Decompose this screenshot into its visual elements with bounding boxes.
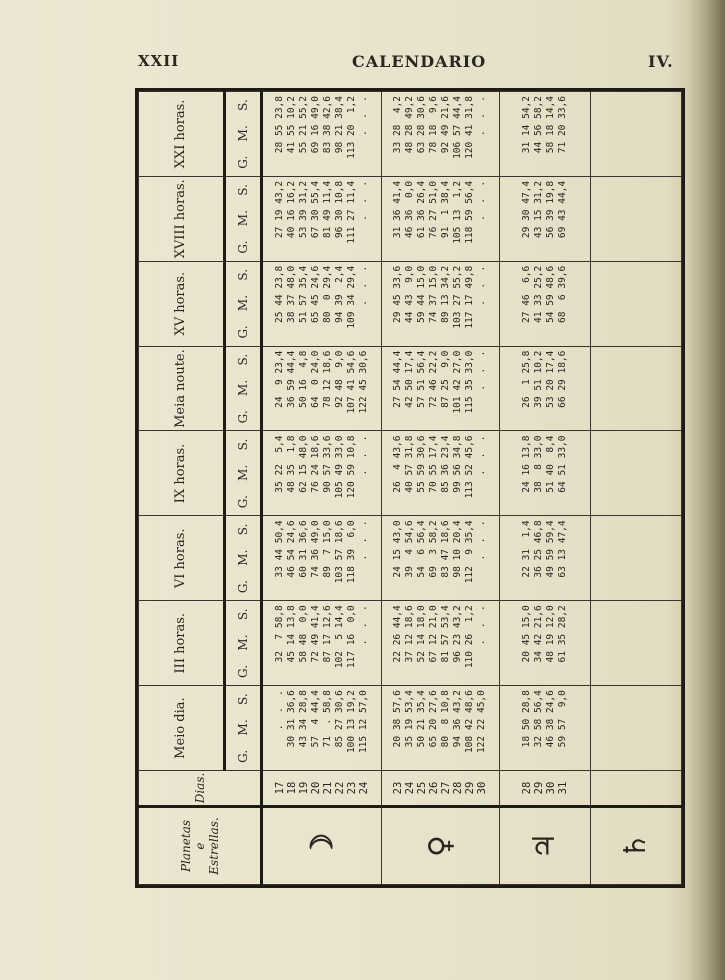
position-value: 122 45 30,6: [358, 350, 370, 414]
position-value: 63 13 47,4: [556, 520, 568, 578]
position-value: 68 6 39,6: [556, 265, 568, 323]
position-value: 26 4 43,6: [392, 435, 404, 493]
position-value: 31 14 54,2: [520, 96, 532, 154]
position-value: . . .: [358, 435, 370, 493]
position-cell: [262, 601, 381, 686]
position-value: 39 4 54,6: [404, 520, 416, 578]
position-value: 107 41 54,6: [346, 350, 358, 414]
position-value: 103 27 55,2: [452, 265, 464, 329]
position-value: 34 42 21,6: [532, 605, 544, 663]
position-value: 81 57 53,4: [440, 605, 452, 663]
position-value: 38 37 48,0: [286, 265, 298, 323]
position-value: 78 12 18,6: [322, 350, 334, 408]
position-value: 33 28 4,2: [392, 96, 404, 154]
position-value: 54 6 56,4: [416, 520, 428, 578]
day-number: 30: [476, 781, 489, 795]
hour-header: III horas.: [139, 601, 225, 686]
position-cell: [590, 176, 681, 261]
day-numbers: [262, 771, 381, 807]
planet-symbol: ♃: [499, 807, 590, 885]
position-value: 61 35 28,2: [556, 605, 568, 663]
hour-header: XVIII horas.: [139, 176, 225, 261]
position-value: 105 49 33,0: [334, 435, 346, 499]
position-value: . . .: [476, 180, 488, 239]
position-value: 66 29 18,6: [556, 350, 568, 408]
position-value: . . .: [476, 520, 488, 578]
day-number: 18: [286, 781, 299, 795]
position-value: 115 35 33,0: [464, 350, 476, 414]
position-value: 74 37 15,0: [428, 265, 440, 323]
position-value: 111 27 11,4: [346, 180, 358, 244]
position-value: 87 25 9,0: [440, 350, 452, 408]
hour-header: XV horas.: [139, 261, 225, 346]
position-value: 18 50 28,8: [520, 690, 532, 748]
position-cell: [590, 346, 681, 431]
position-cell: [381, 176, 499, 261]
position-value: 76 24 18,6: [310, 435, 322, 493]
days-header: Dias.: [139, 771, 262, 807]
position-value: 62 15 48,0: [298, 435, 310, 493]
position-value: 92 48 9,0: [334, 350, 346, 408]
position-value: 74 36 49,0: [310, 520, 322, 578]
position-value: 32 58 56,4: [532, 690, 544, 748]
position-value: 46 36 0,0: [404, 180, 416, 239]
gms-header: G. M. S.: [224, 686, 262, 771]
position-cell: [262, 261, 381, 346]
position-value: . . .: [358, 96, 370, 154]
position-value: 83 38 42,6: [322, 96, 334, 154]
position-value: 58 18 14,4: [544, 96, 556, 154]
position-value: 67 12 21,0: [428, 605, 440, 663]
position-value: 103 57 18,6: [334, 520, 346, 584]
position-value: . . .: [358, 605, 370, 663]
position-value: 90 57 33,6: [322, 435, 334, 493]
position-value: 94 39 2,4: [334, 265, 346, 323]
position-value: 32 7 58,8: [274, 605, 286, 663]
page-number-left: XXII: [138, 52, 180, 70]
position-cell: [499, 686, 590, 771]
position-value: . . .: [476, 96, 488, 154]
position-value: 81 49 11,4: [322, 180, 334, 239]
hour-header: Meia noute.: [139, 346, 225, 431]
position-value: 76 27 51,0: [428, 180, 440, 239]
position-value: 53 20 17,4: [544, 350, 556, 408]
day-number: 23: [346, 781, 359, 795]
position-value: 85 27 30,6: [334, 690, 346, 748]
spine-shadow: [688, 0, 725, 980]
position-value: 22 31 1,4: [520, 520, 532, 578]
day-number: 23: [392, 781, 405, 795]
day-numbers: [590, 771, 681, 807]
day-numbers: [499, 771, 590, 807]
position-cell: [381, 686, 499, 771]
gms-header: G. M. S.: [224, 261, 262, 346]
position-value: 28 55 23,8: [274, 96, 286, 154]
position-value: . . .: [476, 435, 488, 493]
position-value: 48 19 12,0: [544, 605, 556, 663]
day-number: 21: [322, 781, 335, 795]
gms-header: G. M. S.: [224, 431, 262, 516]
position-cell: [262, 92, 381, 177]
position-value: 25 44 23,8: [274, 265, 286, 323]
position-value: . . .: [476, 350, 488, 408]
position-value: 118 39 6,0: [346, 520, 358, 584]
position-value: 69 43 44,4: [556, 180, 568, 239]
planet-group: [262, 92, 381, 885]
position-value: 24 16 13,8: [520, 435, 532, 493]
position-value: 48 28 49,2: [404, 96, 416, 154]
position-value: 122 22 45,0: [476, 690, 488, 754]
position-value: 80 8 10,8: [440, 690, 452, 748]
position-value: 53 39 31,2: [298, 180, 310, 239]
position-cell: [499, 431, 590, 516]
position-value: 106 57 44,4: [452, 96, 464, 159]
position-value: 57 51 56,4: [416, 350, 428, 408]
planet-symbol: ☽: [262, 807, 381, 885]
position-value: 39 51 10,2: [532, 350, 544, 408]
position-value: . . .: [358, 265, 370, 323]
position-value: 109 34 29,4: [346, 265, 358, 329]
position-value: 43 15 31,2: [532, 180, 544, 239]
position-value: 46 38 24,6: [544, 690, 556, 748]
day-number: 28: [452, 781, 465, 795]
position-value: 112 9 35,4: [464, 520, 476, 584]
position-value: 83 47 18,6: [440, 520, 452, 578]
position-value: 55 21 55,2: [298, 96, 310, 154]
position-value: 22 26 44,4: [392, 605, 404, 663]
position-value: 65 45 24,6: [310, 265, 322, 323]
position-value: 64 51 33,0: [556, 435, 568, 493]
position-cell: [262, 686, 381, 771]
gms-header: G. M. S.: [224, 176, 262, 261]
position-value: 58 48 0,0: [298, 605, 310, 663]
position-value: 117 16 0,0: [346, 605, 358, 669]
position-value: 55 59 30,6: [416, 435, 428, 493]
running-title: CALENDARIO: [352, 52, 487, 71]
position-cell: [590, 261, 681, 346]
day-number: 31: [556, 781, 569, 795]
position-value: . . .: [358, 180, 370, 239]
gms-header: G. M. S.: [224, 346, 262, 431]
position-value: 33 44 50,4: [274, 520, 286, 578]
position-value: 100 13 19,2: [346, 690, 358, 754]
position-value: . . .: [358, 520, 370, 578]
position-value: . . .: [476, 265, 488, 323]
position-value: 29 45 33,6: [392, 265, 404, 323]
position-value: 71 . 58,8: [322, 690, 334, 748]
position-value: 35 22 5,4: [274, 435, 286, 493]
section-number: IV.: [648, 52, 674, 71]
day-number: 20: [310, 781, 323, 795]
day-number: 28: [520, 781, 533, 795]
position-cell: [499, 261, 590, 346]
position-value: 41 55 10,2: [286, 96, 298, 154]
position-value: 113 52 45,6: [464, 435, 476, 499]
position-cell: [590, 686, 681, 771]
position-value: 69 16 49,0: [310, 96, 322, 154]
position-value: 110 26 1,2: [464, 605, 476, 669]
position-value: 117 17 49,8: [464, 265, 476, 329]
position-cell: [499, 601, 590, 686]
position-value: 120 41 31,8: [464, 96, 476, 159]
position-value: 80 0 29,4: [322, 265, 334, 323]
position-value: 50 21 35,4: [416, 690, 428, 748]
position-cell: [381, 516, 499, 601]
position-value: 45 14 13,8: [286, 605, 298, 663]
day-number: 26: [428, 781, 441, 795]
day-number: 24: [404, 781, 417, 795]
position-value: 35 19 53,4: [404, 690, 416, 748]
position-cell: [590, 516, 681, 601]
position-value: 24 9 23,4: [274, 350, 286, 408]
position-value: 54 59 48,6: [544, 265, 556, 323]
position-value: 98 21 38,4: [334, 96, 346, 154]
position-value: 36 25 46,8: [532, 520, 544, 578]
position-value: 69 3 58,2: [428, 520, 440, 578]
position-value: 91 1 38,4: [440, 180, 452, 239]
position-value: 59 57 9,0: [556, 690, 568, 748]
position-value: 44 56 58,2: [532, 96, 544, 154]
position-cell: [381, 346, 499, 431]
hour-header: IX horas.: [139, 431, 225, 516]
position-value: 108 42 48,6: [464, 690, 476, 754]
day-number: 27: [440, 781, 453, 795]
position-value: 44 43 9,0: [404, 265, 416, 323]
hour-header: XXI horas.: [139, 92, 225, 177]
position-value: 27 54 44,4: [392, 350, 404, 408]
position-cell: [262, 176, 381, 261]
position-value: 59 44 15,0: [416, 265, 428, 323]
position-cell: [499, 516, 590, 601]
position-value: 120 59 10,8: [346, 435, 358, 499]
position-cell: [590, 431, 681, 516]
position-value: 52 14 18,0: [416, 605, 428, 663]
position-cell: [262, 431, 381, 516]
position-value: 64 0 24,0: [310, 350, 322, 408]
position-value: 60 31 36,6: [298, 520, 310, 578]
position-value: . . .: [476, 605, 488, 663]
position-value: 50 16 4,8: [298, 350, 310, 408]
position-value: 102 5 14,4: [334, 605, 346, 669]
position-value: 20 38 57,6: [392, 690, 404, 748]
position-value: 57 4 44,4: [310, 690, 322, 748]
position-cell: [499, 346, 590, 431]
position-value: 118 59 56,4: [464, 180, 476, 244]
position-value: 36 59 44,4: [286, 350, 298, 408]
position-value: 98 10 20,4: [452, 520, 464, 578]
ephemeris-table: [135, 88, 685, 888]
day-number: 25: [416, 781, 429, 795]
position-value: 85 36 23,4: [440, 435, 452, 493]
planet-header: Planetas e Estrellas.: [139, 807, 262, 885]
gms-row: [224, 92, 262, 885]
position-value: 89 7 15,0: [322, 520, 334, 578]
position-cell: [381, 601, 499, 686]
gms-header: G. M. S.: [224, 516, 262, 601]
position-value: 30 31 36,6: [286, 690, 298, 748]
planet-group: [590, 92, 681, 885]
position-cell: [381, 431, 499, 516]
position-cell: [381, 92, 499, 177]
position-cell: [590, 92, 681, 177]
position-value: 65 20 27,6: [428, 690, 440, 748]
day-number: 29: [532, 781, 545, 795]
position-value: 105 13 1,2: [452, 180, 464, 244]
position-value: 51 57 35,4: [298, 265, 310, 323]
position-value: 40 57 31,8: [404, 435, 416, 493]
gms-header: G. M. S.: [224, 601, 262, 686]
position-value: 27 46 6,6: [520, 265, 532, 323]
planet-group: [381, 92, 499, 885]
position-value: 96 30 10,8: [334, 180, 346, 239]
position-value: 46 54 24,6: [286, 520, 298, 578]
planet-symbol: ♀: [381, 807, 499, 885]
day-number: 24: [358, 781, 371, 795]
position-cell: [262, 346, 381, 431]
position-value: 42 50 17,4: [404, 350, 416, 408]
position-value: 41 33 25,2: [532, 265, 544, 323]
position-value: 29 30 47,4: [520, 180, 532, 239]
position-value: 113 20 1,2: [346, 96, 358, 159]
position-value: 87 17 12,6: [322, 605, 334, 663]
position-value: 92 49 21,6: [440, 96, 452, 154]
position-value: 94 36 43,2: [452, 690, 464, 748]
position-value: 72 49 41,4: [310, 605, 322, 663]
position-value: 115 12 57,0: [358, 690, 370, 754]
day-number: 19: [298, 781, 311, 795]
position-value: 96 23 43,2: [452, 605, 464, 663]
gms-header: G. M. S.: [224, 92, 262, 177]
position-value: 40 16 16,2: [286, 180, 298, 239]
planet-symbol: ♄: [590, 807, 681, 885]
position-value: 43 34 28,8: [298, 690, 310, 748]
position-value: 72 46 22,2: [428, 350, 440, 408]
position-cell: [590, 601, 681, 686]
planet-group: [499, 92, 590, 885]
day-number: 22: [334, 781, 347, 795]
position-value: 67 30 55,4: [310, 180, 322, 239]
day-number: 17: [274, 781, 287, 795]
position-value: 26 1 25,8: [520, 350, 532, 408]
hour-header: Meio dia.: [139, 686, 225, 771]
position-value: 63 28 30,6: [416, 96, 428, 154]
position-cell: [262, 516, 381, 601]
position-cell: [381, 261, 499, 346]
day-number: 30: [544, 781, 557, 795]
position-value: 49 59 59,4: [544, 520, 556, 578]
position-value: 20 45 15,0: [520, 605, 532, 663]
position-value: 71 20 33,6: [556, 96, 568, 154]
position-cell: [499, 176, 590, 261]
hour-header: VI horas.: [139, 516, 225, 601]
position-value: 24 15 43,0: [392, 520, 404, 578]
position-value: 89 13 34,2: [440, 265, 452, 323]
position-value: 61 36 26,4: [416, 180, 428, 239]
day-numbers: [381, 771, 499, 807]
position-value: 48 35 1,8: [286, 435, 298, 493]
position-value: 99 56 34,8: [452, 435, 464, 493]
position-value: 31 36 41,4: [392, 180, 404, 239]
position-value: 70 55 17,4: [428, 435, 440, 493]
position-value: 38 8 33,0: [532, 435, 544, 493]
position-value: 101 42 27,0: [452, 350, 464, 414]
position-value: 27 19 43,2: [274, 180, 286, 239]
day-number: 29: [464, 781, 477, 795]
position-value: 78 18 9,6: [428, 96, 440, 154]
position-value: . . .: [274, 690, 286, 742]
position-value: 51 40 8,4: [544, 435, 556, 493]
position-value: 37 12 18,6: [404, 605, 416, 663]
position-value: 56 39 19,8: [544, 180, 556, 239]
position-cell: [499, 92, 590, 177]
